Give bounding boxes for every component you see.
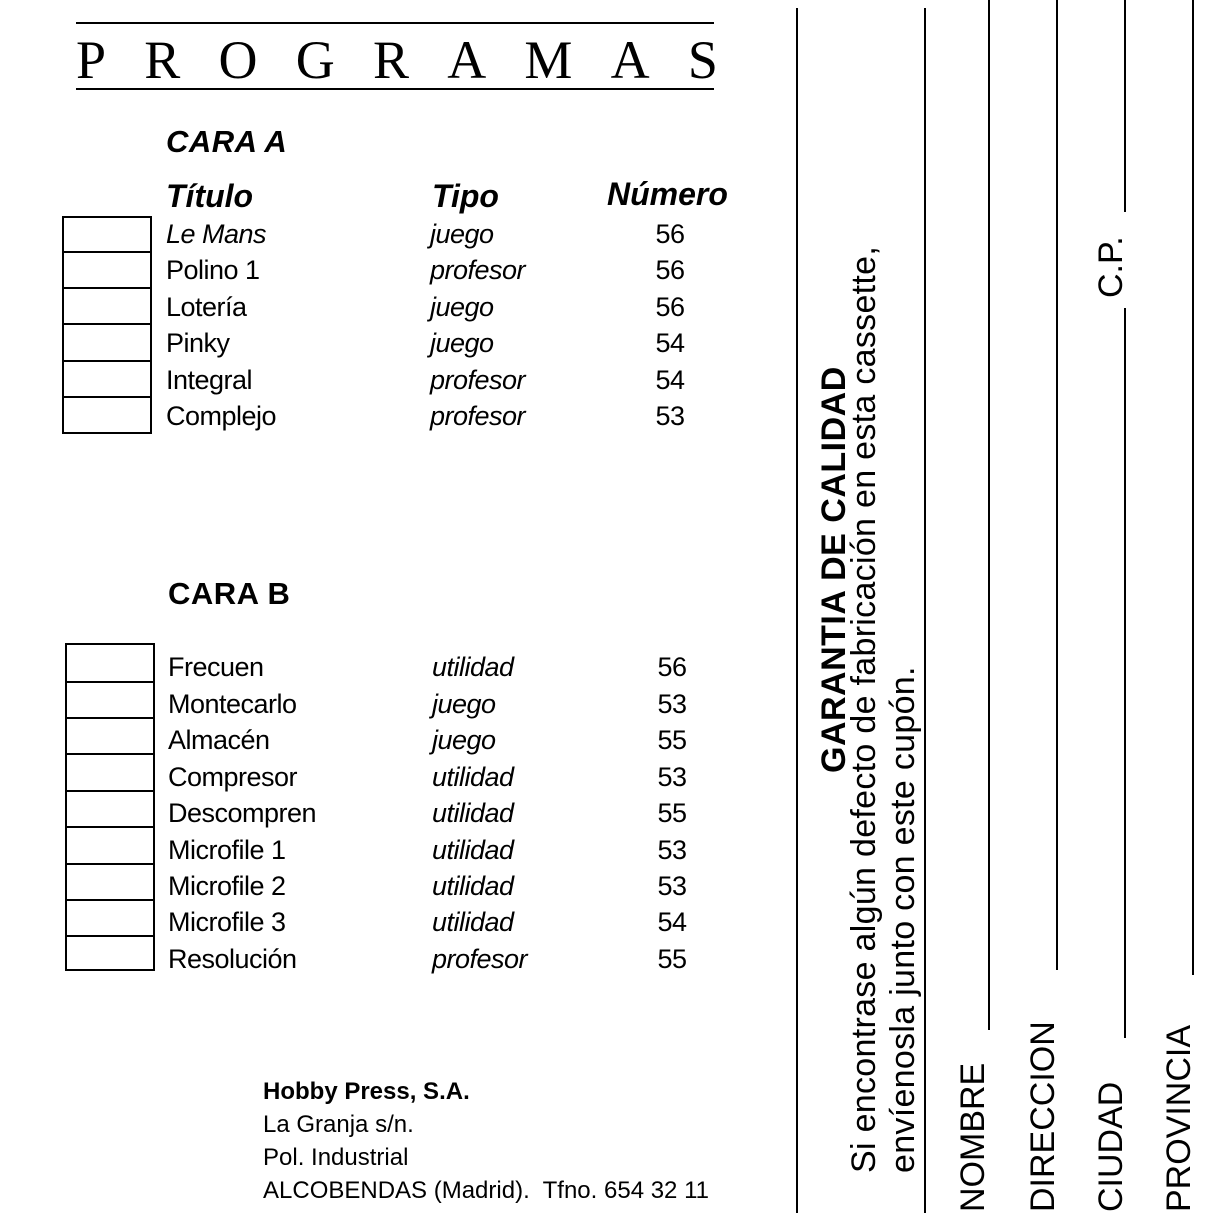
program-title: Almacén [168,725,270,755]
program-type: juego [432,725,496,755]
province-label: PROVINCIA [1160,1024,1198,1212]
postal-code-label: C.P. [1092,236,1130,298]
program-title: Frecuen [168,652,264,682]
checkbox[interactable] [62,289,152,325]
program-type: utilidad [432,762,514,792]
checkbox[interactable] [65,792,155,828]
checkbox[interactable] [62,362,152,398]
program-type: utilidad [432,798,514,828]
name-label: NOMBRE [954,1062,992,1212]
title-letter: R [144,30,181,90]
program-title: Polino 1 [166,255,260,285]
address-label: DIRECCION [1024,1021,1062,1212]
column-title-header: Título [166,178,254,214]
title-letter: A [610,30,650,90]
program-number: 55 [657,725,687,755]
program-type: juego [432,689,496,719]
checkbox[interactable] [65,643,155,683]
program-title: Microfile 1 [168,835,286,865]
publisher-block [263,1075,709,1207]
checkbox[interactable] [65,865,155,901]
coupon-divider [796,8,798,1213]
program-title: Microfile 3 [168,907,286,937]
program-number: 56 [655,255,685,285]
publisher-name: Hobby Press, S.A. [263,1078,470,1105]
checkbox[interactable] [65,755,155,792]
program-type: profesor [432,944,528,974]
program-type: juego [430,292,494,322]
program-number: 56 [655,219,685,249]
checkbox[interactable] [62,398,152,434]
guarantee-text-line: envíenosla junto con este cupón. [884,666,922,1173]
title-top-rule [76,22,714,24]
program-title: Microfile 2 [168,871,286,901]
checkbox[interactable] [62,216,152,253]
checkbox[interactable] [62,325,152,362]
title-letter: O [218,30,258,90]
title-letter: A [447,30,487,90]
column-number-header: Número [607,176,728,212]
program-number: 54 [655,365,685,395]
page-title [76,28,718,92]
guarantee-title: GARANTIA DE CALIDAD [815,366,853,773]
checkbox[interactable] [65,719,155,755]
program-title: Le Mans [166,219,267,249]
program-title: Lotería [166,292,247,322]
program-type: profesor [430,401,526,431]
program-title: Complejo [166,401,277,431]
column-type-header: Tipo [432,178,499,214]
program-type: juego [430,328,494,358]
program-title: Compresor [168,762,298,792]
checkbox[interactable] [65,937,155,971]
title-letter: M [524,30,573,90]
checkbox[interactable] [65,683,155,719]
city-label: CIUDAD [1092,1081,1130,1212]
program-number: 53 [655,401,685,431]
program-title: Pinky [166,328,230,358]
program-number: 53 [657,689,687,719]
publisher-address-line: La Granja s/n. [263,1111,414,1138]
title-letter: R [372,30,409,90]
city-field[interactable] [1124,308,1126,1038]
title-bottom-rule [76,88,714,90]
program-title: Integral [166,365,253,395]
program-number: 53 [657,871,687,901]
side-a-heading: CARA A [166,124,288,159]
program-number: 55 [657,798,687,828]
program-number: 55 [657,944,687,974]
program-number: 54 [657,907,687,937]
program-type: juego [430,219,494,249]
title-letter: S [687,30,718,90]
program-type: utilidad [432,871,514,901]
program-number: 54 [655,328,685,358]
program-title: Resolución [168,944,297,974]
program-number: 53 [657,835,687,865]
checkbox[interactable] [65,828,155,865]
side-b-heading: CARA B [168,576,291,611]
program-type: utilidad [432,835,514,865]
program-title: Descompren [168,798,317,828]
program-number: 56 [657,652,687,682]
title-letter: P [76,30,107,90]
publisher-address-line: Pol. Industrial [263,1144,409,1171]
checkbox[interactable] [62,253,152,289]
program-type: profesor [430,365,526,395]
address-field[interactable] [1056,0,1058,970]
checkbox[interactable] [65,901,155,937]
program-title: Montecarlo [168,689,297,719]
program-type: utilidad [432,907,514,937]
program-number: 53 [657,762,687,792]
province-field[interactable] [1192,0,1194,975]
coupon-divider [924,8,926,1213]
title-letter: G [295,30,335,90]
postal-code-field[interactable] [1124,0,1126,212]
publisher-address-line: ALCOBENDAS (Madrid). Tfno. 654 32 11 [263,1177,709,1204]
program-number: 56 [655,292,685,322]
program-type: profesor [430,255,526,285]
guarantee-text-line: Si encontrase algún defecto de fabricación en esta cassette, [845,245,883,1173]
name-field[interactable] [988,0,990,1030]
program-type: utilidad [432,652,514,682]
